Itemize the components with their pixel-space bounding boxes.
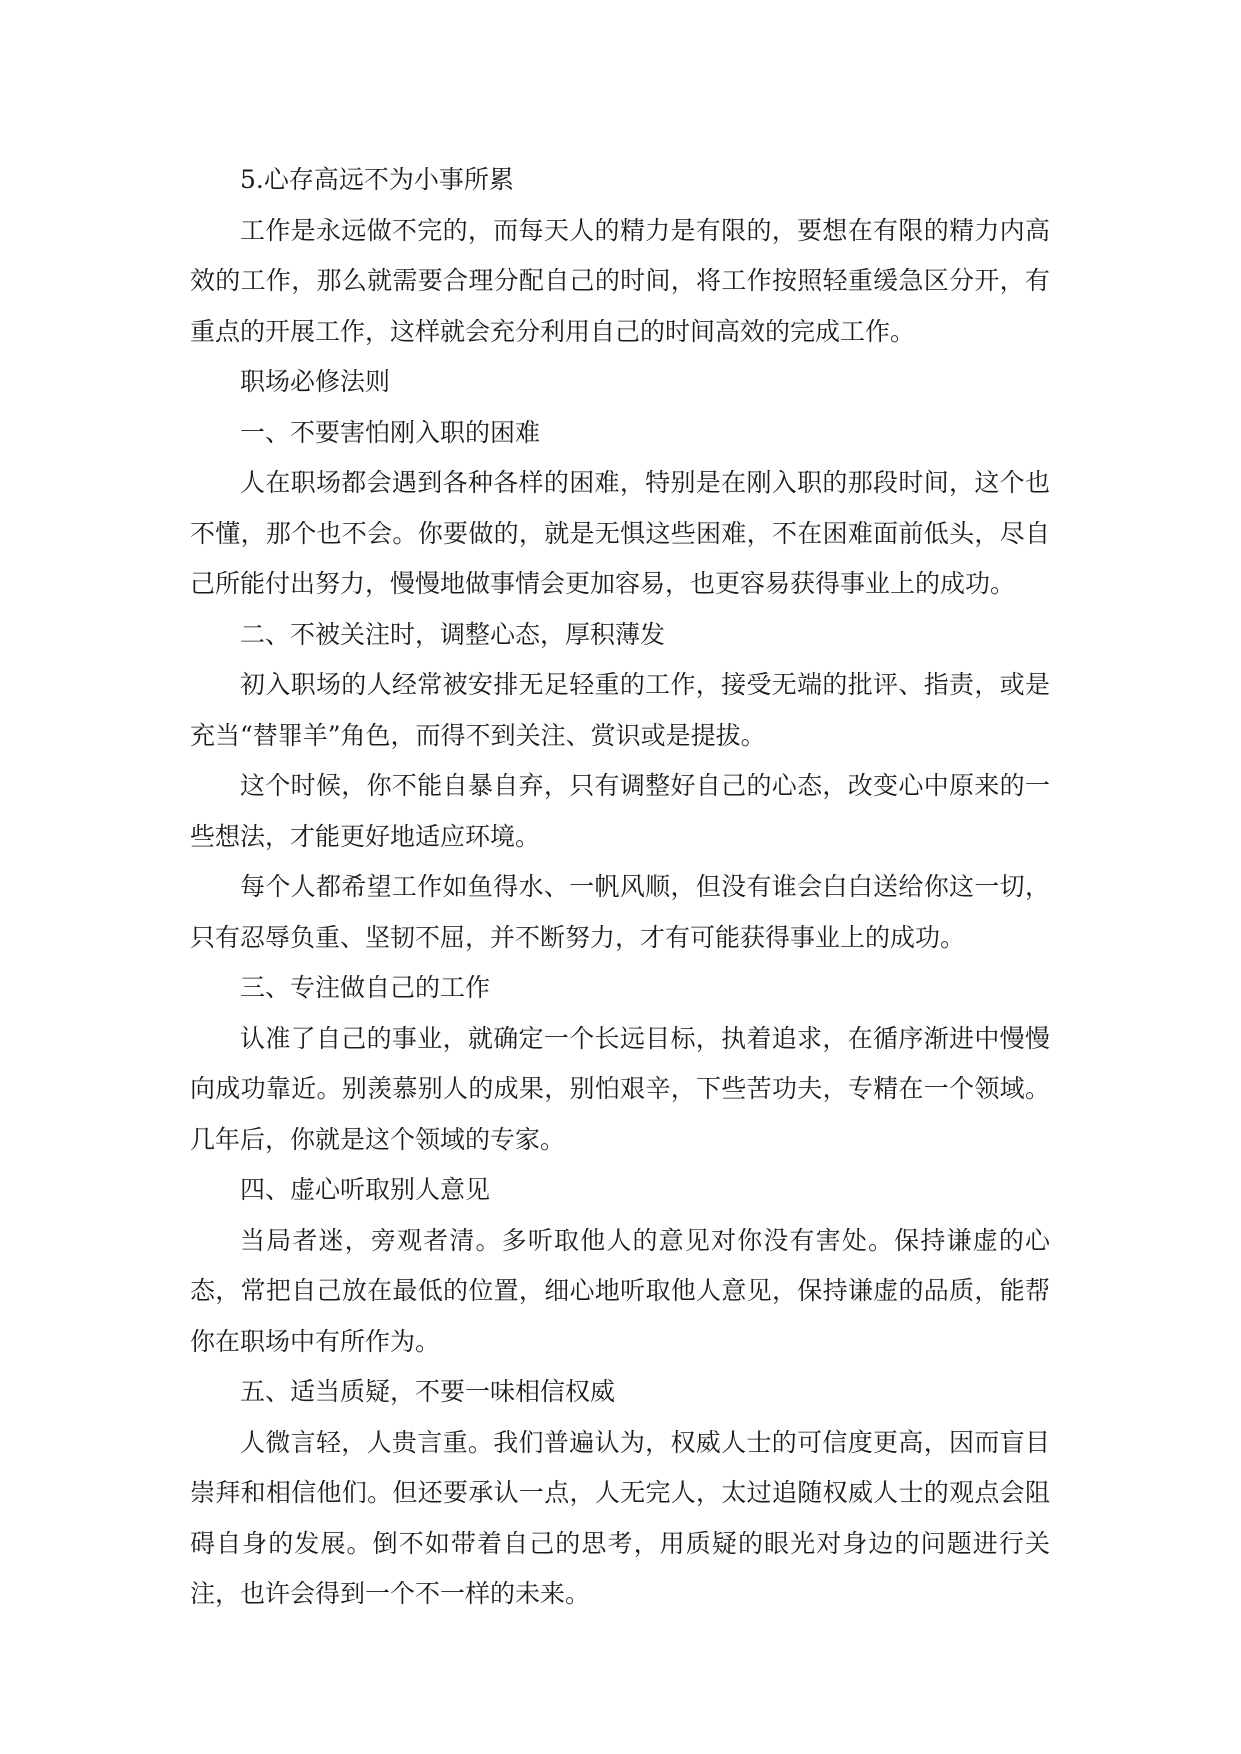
body-paragraph: 每个人都希望工作如鱼得水、一帆风顺，但没有谁会白白送给你这一切，只有忍辱负重、坚韧不屈，并不断努力，才有可能获得事业上的成功。 — [190, 872, 1050, 952]
section-title-workplace-rules: 职场必修法则 — [240, 367, 391, 396]
body-paragraph: 初入职场的人经常被安排无足轻重的工作，接受无端的批评、指责，或是充当“替罪羊”角色，而得不到关注、赏识或是提拔。 — [190, 670, 1050, 750]
rule-heading-5: 五、适当质疑，不要一味相信权威 — [240, 1377, 616, 1406]
body-paragraph: 认准了自己的事业，就确定一个长远目标，执着追求，在循序渐进中慢慢向成功靠近。别羡慕别人的成果，别怕艰辛，下些苦功夫，专精在一个领域。几年后，你就是这个领域的专家。 — [190, 1023, 1050, 1154]
body-paragraph: 当局者迷，旁观者清。多听取他人的意见对你没有害处。保持谦虚的心态，常把自己放在最低的位置，细心地听取他人意见，保持谦虚的品质，能帮你在职场中有所作为。 — [190, 1225, 1050, 1356]
body-paragraph: 人在职场都会遇到各种各样的困难，特别是在刚入职的那段时间，这个也不懂，那个也不会。你要做的，就是无惧这些困难，不在困难面前低头，尽自己所能付出努力，慢慢地做事情会更加容易，也更容易获得事业上的成功。 — [190, 468, 1050, 598]
rule-heading-4: 四、虚心听取别人意见 — [240, 1175, 491, 1204]
document-body — [190, 155, 1050, 1620]
body-paragraph: 这个时候，你不能自暴自弃，只有调整好自己的心态，改变心中原来的一些想法，才能更好地适应环境。 — [190, 771, 1050, 851]
body-paragraph: 工作是永远做不完的，而每天人的精力是有限的，要想在有限的精力内高效的工作，那么就需要合理分配自己的时间，将工作按照轻重缓急区分开，有重点的开展工作，这样就会充分利用自己的时间高效的完成工作。 — [190, 215, 1050, 346]
rule-heading-2: 二、不被关注时，调整心态，厚积薄发 — [240, 619, 666, 649]
section-heading-5: 5.心存高远不为小事所累 — [240, 165, 514, 194]
rule-heading-3: 三、专注做自己的工作 — [240, 973, 491, 1002]
body-paragraph: 人微言轻，人贵言重。我们普遍认为，权威人士的可信度更高，因而盲目崇拜和相信他们。但还要承认一点，人无完人，太过追随权威人士的观点会阻碍自身的发展。倒不如带着自己的思考，用质疑的眼光对身边的问题进行关注，也许会得到一个不一样的未来。 — [190, 1427, 1050, 1608]
rule-heading-1: 一、不要害怕刚入职的困难 — [240, 417, 541, 447]
